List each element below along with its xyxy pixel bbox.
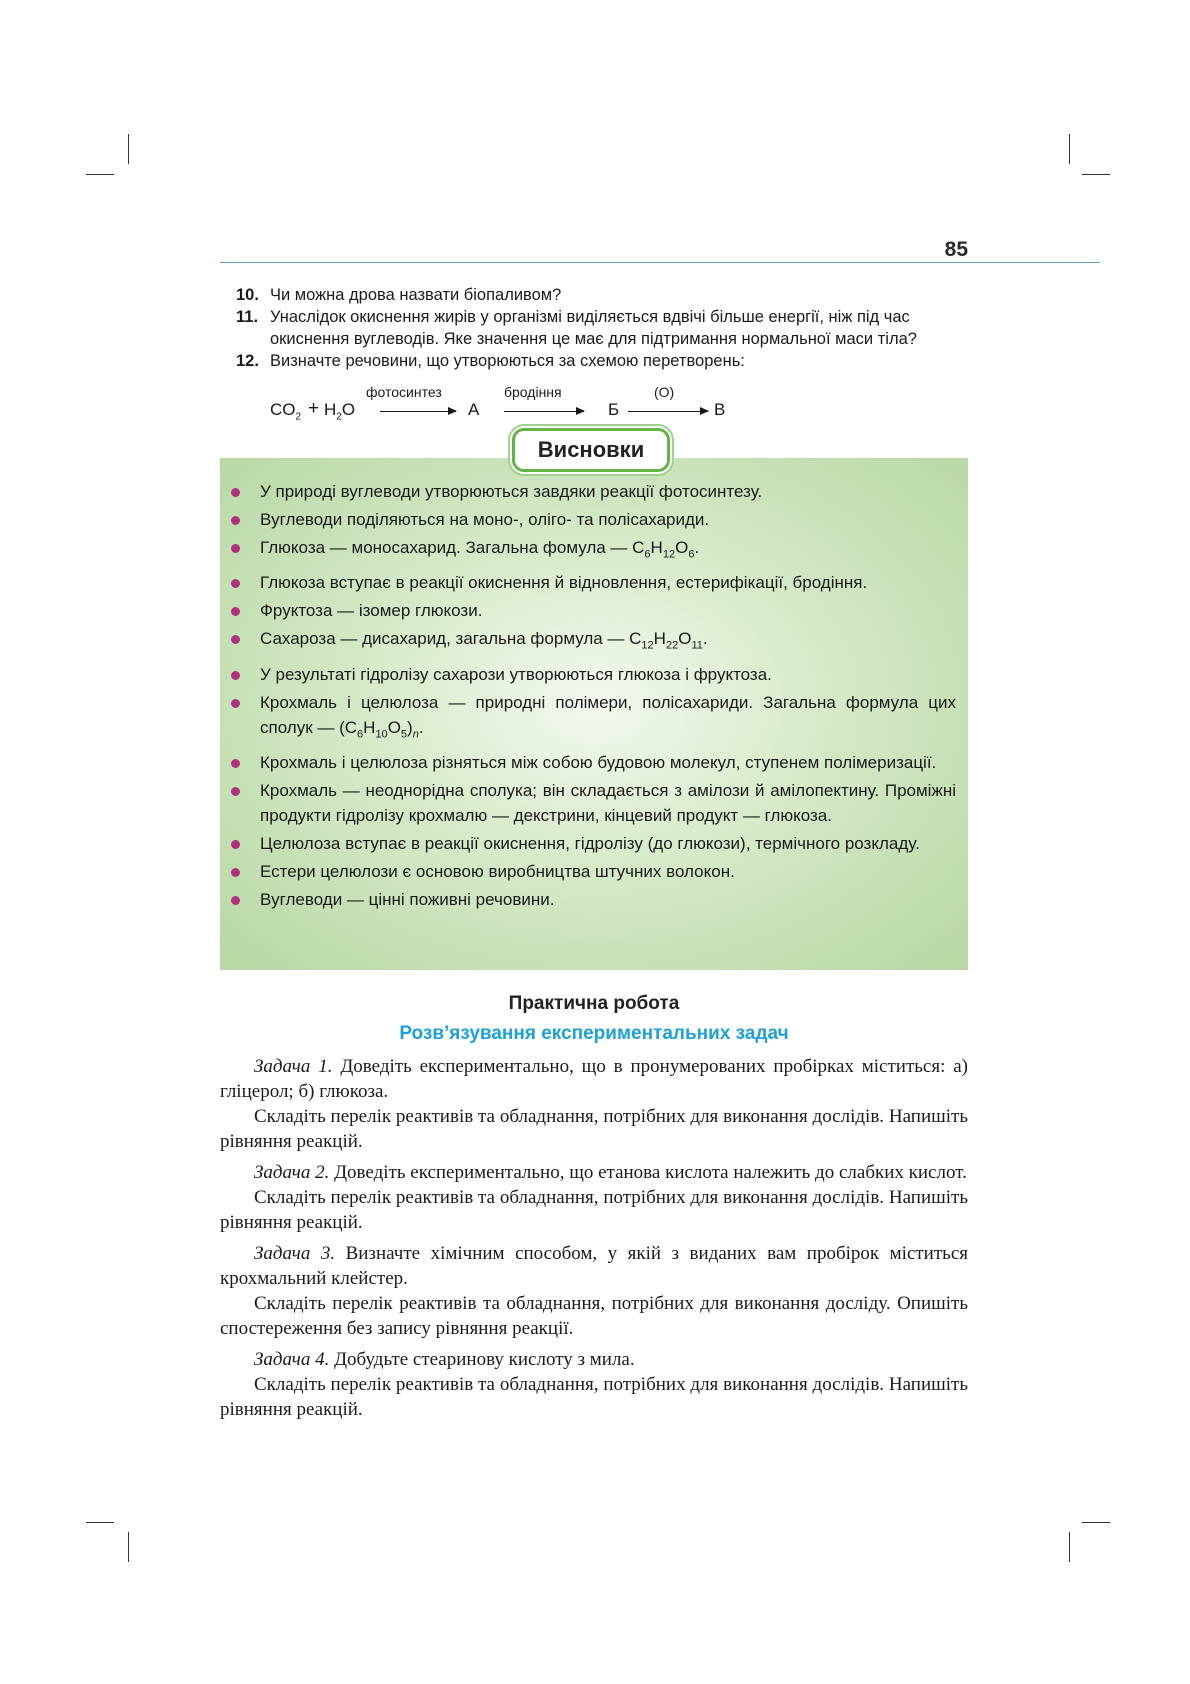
conclusions-title: Висновки bbox=[512, 428, 670, 472]
task-statement bbox=[220, 1347, 968, 1372]
bullet-icon bbox=[231, 671, 240, 680]
bullet-icon bbox=[231, 699, 240, 708]
question-list bbox=[236, 284, 976, 372]
conclusion-item bbox=[230, 662, 956, 687]
task-note: Складіть перелік реактивів та обладнання, потрібних для виконання дослідів. Напишіть рівняння реакцій. bbox=[220, 1106, 968, 1152]
conclusion-text: Глюкоза вступає в реакції окиснення й відновлення, естерифікації, бродіння. bbox=[260, 573, 868, 593]
conclusion-text: Целюлоза вступає в реакції окиснення, гідролізу (до глюкози), термічного розкладу. bbox=[260, 834, 920, 854]
page-number: 85 bbox=[944, 238, 968, 261]
conclusion-item bbox=[230, 626, 956, 658]
task-text: Доведіть експериментально, що етанова кислота належить до слабких кислот. bbox=[334, 1162, 967, 1183]
task-list bbox=[220, 1054, 968, 1422]
task-statement bbox=[220, 1160, 968, 1185]
crop-mark bbox=[1069, 1532, 1070, 1562]
arrow-icon bbox=[504, 411, 584, 412]
task-statement bbox=[220, 1241, 968, 1291]
bullet-icon bbox=[231, 840, 240, 849]
conclusion-item bbox=[230, 778, 956, 828]
bullet-icon bbox=[231, 607, 240, 616]
question-number: 10. bbox=[236, 286, 259, 304]
practical-title: Практична робота bbox=[508, 993, 680, 1014]
conclusion-text: Глюкоза — моносахарид. Загальна фомула — $C_6H_{12}O_6$. bbox=[260, 538, 700, 561]
question-text: Чи можна дрова назвати біопаливом? bbox=[270, 286, 562, 304]
conclusion-text: Крохмаль — неоднорідна сполука; він складається з амілози й амілопектину. Проміжні продукти гідролізу крохмалю — декстрини, кінцевий продукт — глюкоза. bbox=[260, 781, 956, 826]
conclusion-text: Вуглеводи — цінні поживні речовини. bbox=[260, 890, 555, 910]
crop-mark bbox=[1082, 1522, 1110, 1523]
question-item bbox=[236, 350, 976, 372]
question-item bbox=[236, 284, 976, 306]
reactant-h2o: $H_2O$ bbox=[324, 400, 356, 423]
question-item bbox=[236, 306, 976, 350]
conclusion-text: Вуглеводи поділяються на моно-, оліго- та полісахариди. bbox=[260, 510, 710, 529]
crop-mark bbox=[1082, 174, 1110, 175]
task-statement bbox=[220, 1054, 968, 1104]
crop-mark bbox=[128, 134, 129, 164]
header-rule bbox=[220, 262, 1100, 263]
bullet-icon bbox=[231, 759, 240, 768]
bullet-icon bbox=[231, 635, 240, 644]
crop-mark bbox=[86, 1522, 114, 1523]
label-oxidation: (O) bbox=[654, 384, 675, 400]
task-note: Складіть перелік реактивів та обладнання, потрібних для виконання дослідів. Напишіть рівняння реакцій. bbox=[220, 1187, 968, 1233]
conclusion-item bbox=[230, 507, 956, 532]
question-number: 11. bbox=[236, 308, 259, 326]
conclusion-text: Крохмаль і целюлоза різняться між собою будовою молекул, ступенем полімеризації. bbox=[260, 753, 937, 773]
conclusion-item bbox=[230, 570, 956, 595]
task-label: Задача 2. bbox=[254, 1162, 330, 1183]
task-label: Задача 3. bbox=[254, 1243, 336, 1264]
bullet-icon bbox=[231, 488, 240, 497]
conclusion-item bbox=[230, 690, 956, 747]
conclusion-text: Крохмаль і целюлоза — природні полімери, полісахариди. Загальна формула цих сполук — $(C_6H_{10}O_5)_n$. bbox=[260, 692, 956, 741]
task-label: Задача 1. bbox=[254, 1056, 333, 1077]
bullet-icon bbox=[231, 787, 240, 796]
conclusion-text: У результаті гідролізу сахарози утворюються глюкоза і фруктоза. bbox=[260, 664, 772, 684]
task-text: Визначте хімічним способом, у якій з виданих вам пробірок міститься крохмальний клейстер. bbox=[220, 1243, 968, 1289]
task-text: Доведіть експериментально, що в пронумерованих пробірках міститься: а) гліцерол; б) глюкоза. bbox=[220, 1056, 968, 1102]
conclusion-item bbox=[230, 750, 956, 775]
product-c: В bbox=[714, 400, 726, 419]
task-label: Задача 4. bbox=[254, 1349, 330, 1370]
task-text: Добудьте стеаринову кислоту з мила. bbox=[334, 1349, 635, 1370]
task-note: Складіть перелік реактивів та обладнання, потрібних для виконання досліду. Опишіть спостереження без запису рівняння реакції. bbox=[220, 1293, 968, 1339]
conclusions-list bbox=[230, 479, 956, 915]
conclusion-text: Естери целюлози є основою виробництва штучних волокон. bbox=[260, 862, 735, 882]
conclusion-text: У природі вуглеводи утворюються завдяки реакції фотосинтезу. bbox=[260, 482, 763, 501]
practical-subtitle: Розв’язування експериментальних задач bbox=[399, 1023, 789, 1044]
conclusion-item bbox=[230, 859, 956, 884]
question-text: Унаслідок окиснення жирів у організмі виділяється вдвічі більше енергії, ніж під час окиснення вуглеводів. Яке значення це має для підтримання нормальної маси тіла? bbox=[270, 308, 917, 348]
bullet-icon bbox=[231, 544, 240, 553]
product-a: А bbox=[468, 400, 480, 419]
arrow-icon bbox=[628, 411, 708, 412]
conclusion-text: Фруктоза — ізомер глюкози. bbox=[260, 601, 483, 621]
question-number: 12. bbox=[236, 352, 259, 370]
crop-mark bbox=[86, 174, 114, 175]
bullet-icon bbox=[231, 896, 240, 905]
crop-mark bbox=[128, 1532, 129, 1562]
arrow-icon bbox=[380, 411, 456, 412]
bullet-icon bbox=[231, 868, 240, 877]
bullet-icon bbox=[231, 516, 240, 525]
conclusion-text: Сахароза — дисахарид, загальна формула — $C_{12}H_{22}O_{11}$. bbox=[260, 629, 708, 652]
task-note: Складіть перелік реактивів та обладнання, потрібних для виконання дослідів. Напишіть рівняння реакцій. bbox=[220, 1374, 968, 1420]
conclusion-item bbox=[230, 535, 956, 567]
conclusion-item bbox=[230, 831, 956, 856]
reaction-scheme bbox=[270, 384, 750, 424]
crop-mark bbox=[1069, 134, 1070, 164]
conclusion-item bbox=[230, 479, 956, 504]
plus-sign: + bbox=[308, 398, 320, 419]
bullet-icon bbox=[231, 579, 240, 588]
product-b: Б bbox=[608, 400, 620, 419]
label-photosynthesis: фотосинтез bbox=[366, 384, 442, 400]
label-fermentation: бродіння bbox=[504, 384, 562, 400]
reactant-co2: $CO_2$ bbox=[270, 400, 302, 423]
question-text: Визначте речовини, що утворюються за схемою перетворень: bbox=[270, 352, 745, 370]
conclusion-item bbox=[230, 598, 956, 623]
conclusion-item bbox=[230, 887, 956, 912]
